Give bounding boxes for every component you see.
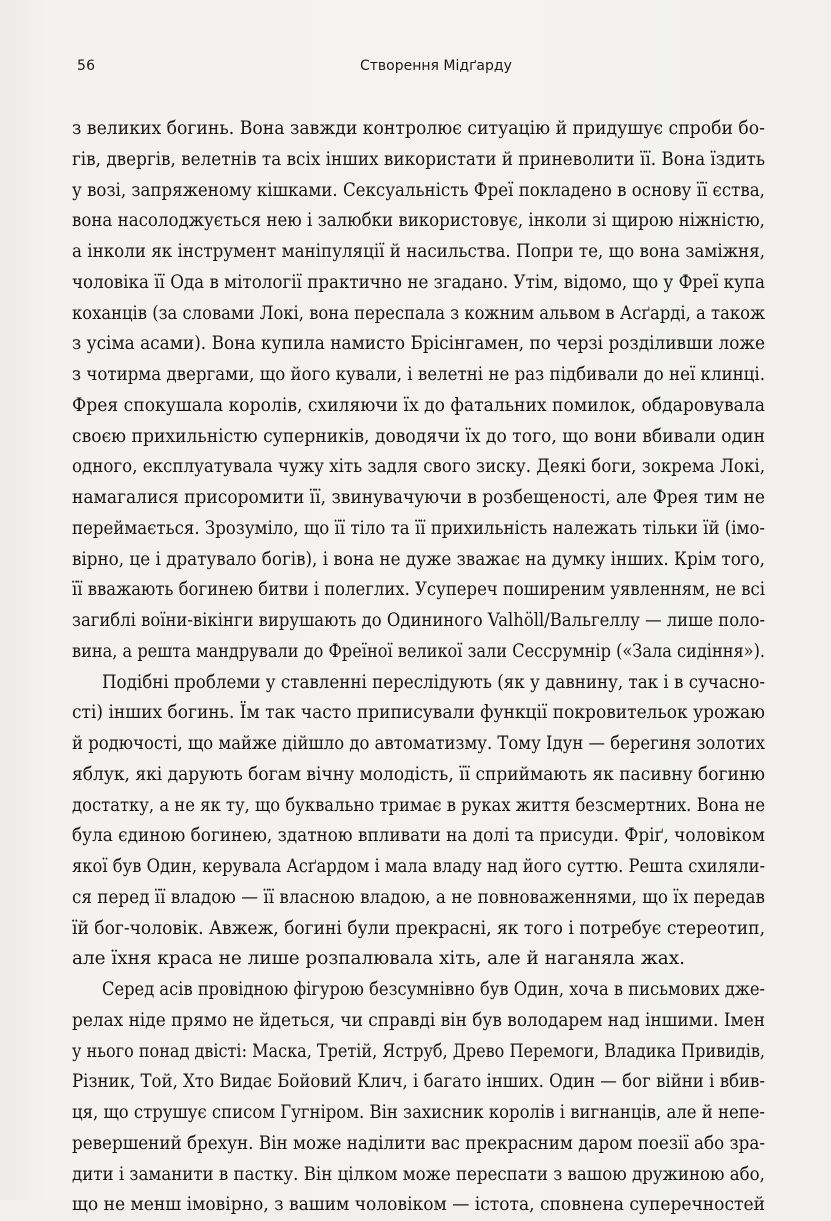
text-line: намагалися присоромити її, звинувачуючи в розбещеності, але Фрея тим не bbox=[72, 487, 765, 508]
text-line: одного, експлуатувала чужу хіть задля свого зиску. Деякі боги, зокрема Локі, bbox=[72, 456, 766, 478]
text-line: й родючості, що майже дійшло до автоматизму. Тому Ідун — берегиня золотих bbox=[72, 733, 765, 754]
text-line: ревершений брехун. Він може наділити вас прекрасним даром поезії або зра- bbox=[72, 1132, 765, 1154]
paragraph bbox=[72, 975, 765, 1221]
text-line: сті) інших богинь. Їм так часто приписували функції покровительок урожаю bbox=[72, 702, 765, 724]
text-line: вона насолоджується нею і залюбки використовує, інколи зі щирою ніжністю, bbox=[72, 210, 765, 232]
text-line: у нього понад двісті: Маска, Третій, Яструб, Древо Перемоги, Владика Привидів, bbox=[72, 1040, 766, 1062]
text-line: релах ніде прямо не йдеться, чи справді він був володарем над іншими. Імен bbox=[72, 1009, 765, 1031]
paragraph bbox=[72, 668, 765, 976]
text-line: вина, а решта мандрували до Фреїної великої зали Сессрумнір («Зала сидіння»). bbox=[72, 640, 766, 662]
text-line: з чотирма двергами, що його кували, і велетні не раз підбивали до неї клинці. bbox=[72, 364, 765, 385]
text-line: ця, що струшує списом Гугніром. Він захисник королів і вигнанців, але й непе- bbox=[72, 1102, 765, 1123]
text-line: дити і заманити в пастку. Він цілком може переспати з вашою дружиною або, bbox=[72, 1163, 765, 1185]
text-line: яблук, які дарують богам вічну молодість, її сприймають як пасивну богиню bbox=[72, 763, 766, 785]
text-line: переймається. Зрозуміло, що її тіло та її прихильність належать тільки їй (імо- bbox=[72, 517, 766, 539]
text-line: Фрея спокушала королів, схиляючи їх до фатальних помилок, обдаровувала bbox=[72, 394, 765, 416]
body-text bbox=[72, 114, 765, 1221]
text-line: гів, двергів, велетнів та всіх інших використати й приневолити її. Вона їздить bbox=[72, 148, 766, 170]
text-line: своєю прихильністю суперників, доводячи їх до того, що вони вбивали один bbox=[72, 425, 766, 447]
page-number: 56 bbox=[77, 58, 96, 74]
paragraph bbox=[72, 114, 765, 668]
text-line: у возі, запряженому кішками. Сексуальність Фреї покладено в основу її єства, bbox=[72, 179, 765, 201]
text-line: з великих богинь. Вона завжди контролює ситуацію й придушує спроби бо- bbox=[72, 118, 765, 139]
text-line: чоловіка її Ода в мітології практично не згадано. Утім, відомо, що у Фреї купа bbox=[72, 271, 766, 293]
text-line: з усіма асами). Вона купила намисто Брісінгамен, по черзі розділивши ложе bbox=[72, 333, 766, 355]
page-header bbox=[77, 54, 757, 78]
text-line: достатку, а не як ту, що буквально тримає в руках життя безсмертних. Вона не bbox=[72, 794, 766, 816]
text-line: Подібні проблеми у ставленні переслідують (як у давнину, так і в сучасно- bbox=[102, 671, 766, 693]
text-line: Серед асів провідною фігурою безсумнівно був Один, хоча в письмових дже- bbox=[102, 979, 766, 1000]
text-line: якої був Один, керувала Асґардом і мала владу над його суттю. Решта схиляли- bbox=[72, 856, 766, 877]
text-line: загиблі воїни-вікінги вирушають до Одининого Valhöll/Вальгеллу — лише поло- bbox=[72, 610, 766, 631]
text-line: Різник, Той, Хто Видає Бойовий Клич, і багато інших. Один — бог війни і вбив- bbox=[72, 1071, 765, 1093]
text-line: вірно, це і дратувало богів), і вона не дуже зважає на думку інших. Крім того, bbox=[72, 548, 766, 570]
text-line: їй бог-чоловік. Авжеж, богині були прекрасні, як того і потребує стереотип, bbox=[72, 917, 766, 939]
text-line: а інколи як інструмент маніпуляції й насильства. Попри те, що вона заміжня, bbox=[72, 241, 766, 262]
text-line: але їхня краса не лише розпалювала хіть, але й наганяла жах. bbox=[72, 948, 685, 970]
text-line: була єдиною богинею, здатною впливати на долі та присуди. Фріґ, чоловіком bbox=[72, 825, 766, 847]
text-line: ся перед її владою — її власною владою, а не повноваженнями, що їх передав bbox=[72, 886, 766, 908]
text-line: її вважають богинею битви і полеглих. Усупереч поширеним уявленням, не всі bbox=[72, 579, 766, 601]
text-line: що не менш імовірно, з вашим чоловіком — істота, сповнена суперечностей bbox=[72, 1194, 765, 1216]
text-line: коханців (за словами Локі, вона переспала з кожним альвом в Асґарді, а також bbox=[72, 302, 766, 324]
running-title: Створення Мідґарду bbox=[360, 58, 512, 74]
